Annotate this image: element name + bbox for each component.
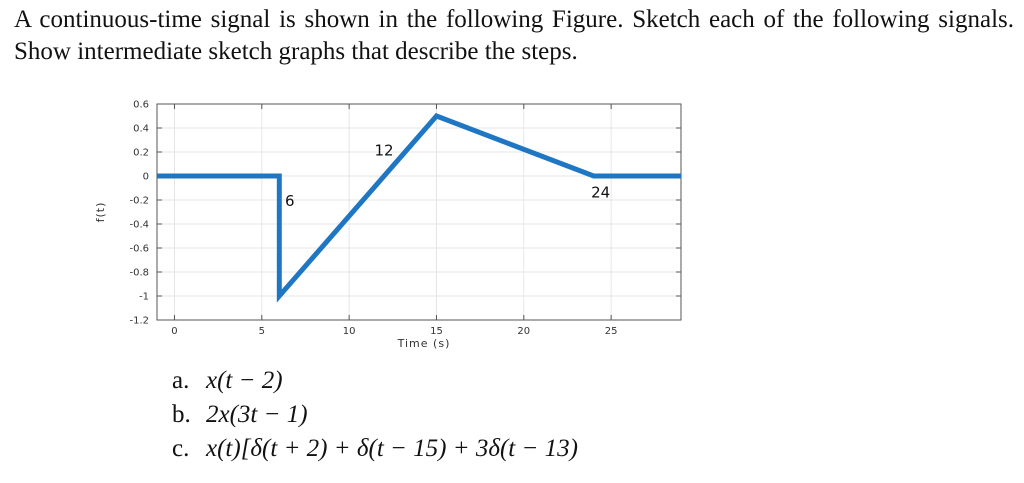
- part-c-label: c.: [172, 435, 190, 462]
- part-b-label: b.: [172, 401, 191, 428]
- x-tick-label: 20: [517, 326, 531, 337]
- part-a-label: a.: [172, 367, 190, 394]
- y-axis-label: f(t): [94, 201, 107, 223]
- y-tick-label: 0.2: [133, 147, 149, 159]
- y-tick-label: -1.2: [129, 315, 149, 327]
- y-tick-label: -1: [139, 291, 149, 303]
- y-tick-label: -0.2: [129, 195, 149, 207]
- x-tick-label: 5: [258, 326, 265, 337]
- problem-statement: A continuous-time signal is shown in the following Figure. Sketch each of the following signals. Show intermediate sketch graphs that describe the steps.: [14, 6, 1014, 65]
- y-tick-label: 0.6: [133, 99, 149, 111]
- parts-list: [172, 364, 578, 466]
- x-tick-label: 0: [171, 326, 178, 337]
- y-tick-label: 0.4: [133, 123, 149, 135]
- part-b-expression: 2x(3t − 1): [206, 401, 308, 428]
- y-tick-label: -0.8: [129, 267, 149, 279]
- annotation-label: 24: [591, 183, 611, 202]
- annotation-label: 12: [374, 141, 394, 160]
- y-tick-label: 0: [142, 171, 149, 183]
- y-tick-label: -0.4: [129, 219, 149, 231]
- part-b: [172, 398, 578, 432]
- y-tick-label: -0.6: [129, 243, 149, 255]
- x-axis-label: Time (s): [397, 337, 451, 350]
- part-a-expression: x(t − 2): [206, 367, 283, 394]
- x-tick-label: 15: [430, 326, 443, 337]
- part-c-expression: x(t)[δ(t + 2) + δ(t − 15) + 3δ(t − 13): [206, 435, 578, 462]
- part-a: [172, 364, 578, 398]
- x-tick-label: 25: [604, 326, 618, 337]
- part-c: [172, 432, 578, 466]
- x-tick-label: 10: [342, 326, 356, 337]
- annotation-label: 6: [284, 192, 295, 210]
